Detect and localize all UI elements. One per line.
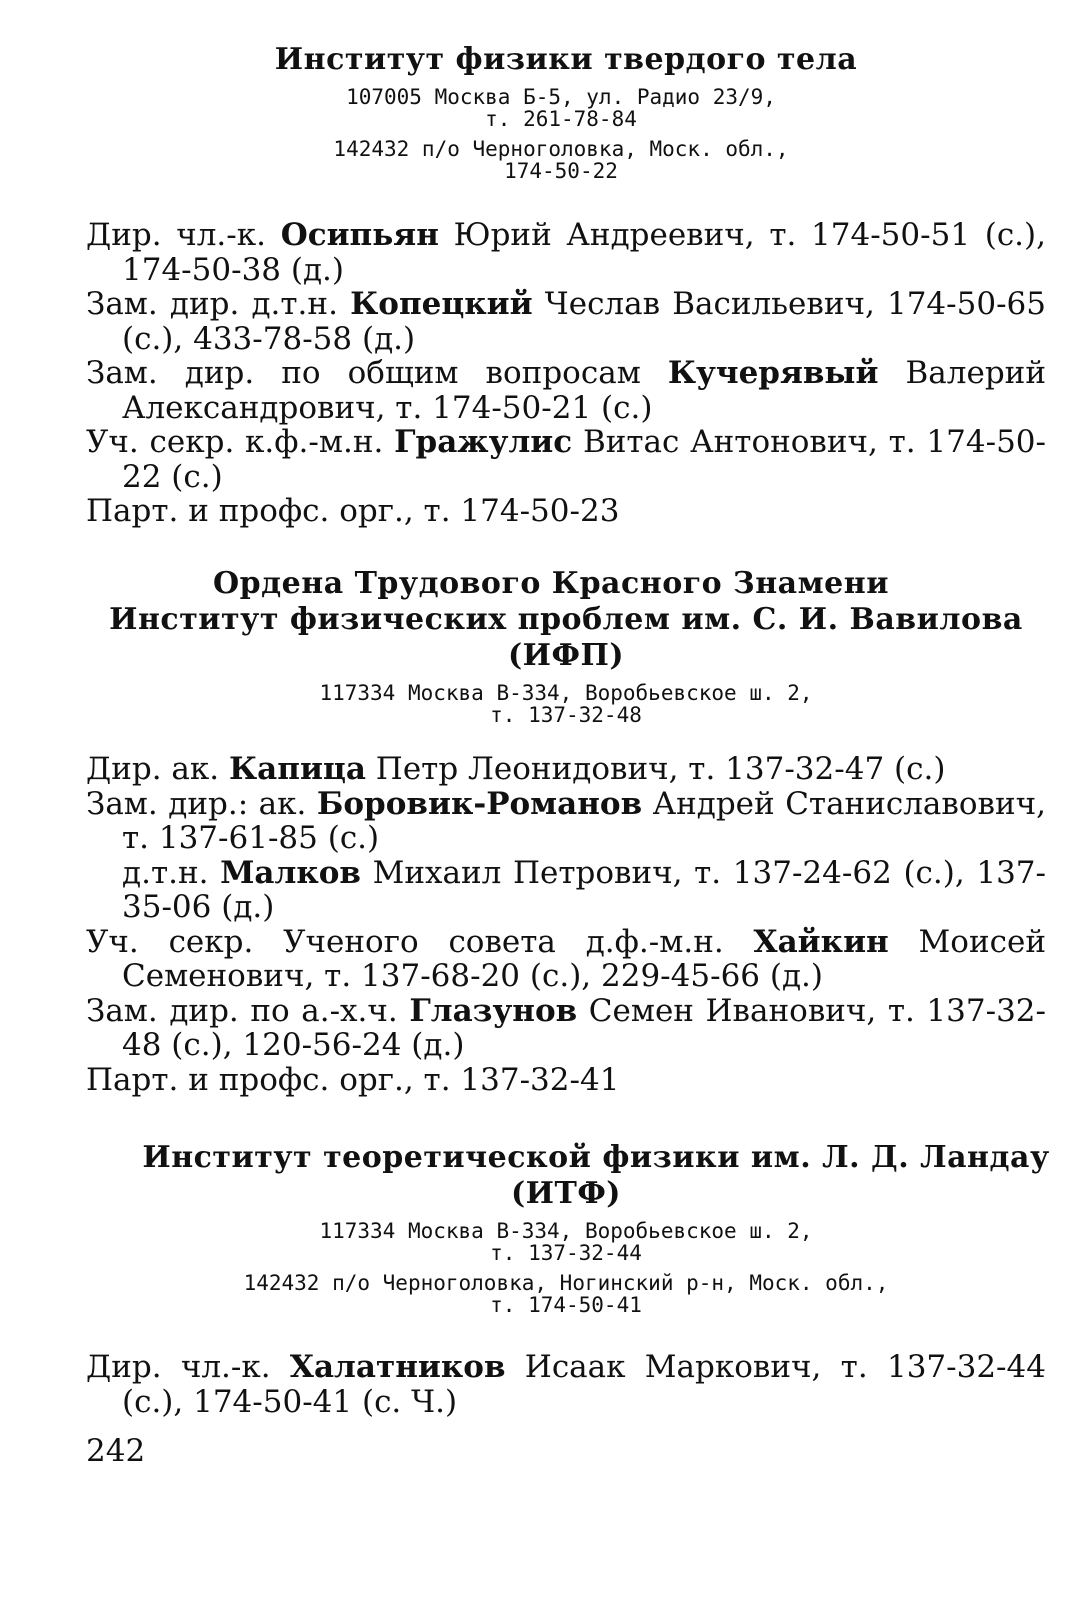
entry-surname: Боровик-Романов bbox=[316, 785, 643, 822]
entry-details: Валерий Александрович, т. 174-50-21 (с.) bbox=[122, 355, 1046, 426]
entry-prefix: Зам. дир. по а.-х.ч. bbox=[86, 992, 410, 1029]
entry-details: Моисей Семенович, т. 137-68-20 (с.), 229-45-66 (д.) bbox=[122, 923, 1046, 994]
section-title-line: (ИТФ) bbox=[510, 1176, 622, 1211]
entry bbox=[86, 787, 1046, 856]
entry-details: Исаак Маркович, т. 137-32-44 (с.), 174-50-41 (с. Ч.) bbox=[122, 1349, 1046, 1420]
entry bbox=[86, 1350, 1046, 1419]
section-title-line: Институт физики твердого тела bbox=[274, 42, 858, 77]
entry-details: Семен Иванович, т. 137-32-48 (с.), 120-56-24 (д.) bbox=[122, 992, 1046, 1063]
entry bbox=[86, 994, 1046, 1063]
entry-details: Юрий Андреевич, т. 174-50-51 (с.), 174-50-38 (д.) bbox=[122, 217, 1046, 288]
entry bbox=[86, 356, 1046, 425]
section-title-line: Институт физических проблем им. С. И. Вавилова bbox=[109, 602, 1023, 637]
entry-prefix: Дир. чл.-к. bbox=[86, 217, 281, 253]
entry-details: Чеслав Васильевич, 174-50-65 (с.), 433-78-58 (д.) bbox=[122, 286, 1046, 357]
entry-surname: Малков bbox=[220, 854, 361, 891]
entry-prefix: Дир. ак. bbox=[86, 751, 229, 787]
entries-list bbox=[86, 1350, 1046, 1419]
address-line: 142432 п/о Черноголовка, Ногинский р-н, Моск. обл., bbox=[243, 1271, 889, 1295]
address-block bbox=[0, 1220, 1092, 1264]
section-title-line: Ордена Трудового Красного Знамени bbox=[213, 566, 889, 601]
entry-surname: Осипьян bbox=[280, 217, 439, 253]
address-line: 107005 Москва Б-5, ул. Радио 23/9, bbox=[346, 85, 776, 109]
entry-surname: Гражулис bbox=[394, 424, 573, 460]
entry-surname: Хайкин bbox=[753, 923, 889, 960]
entry-prefix: Уч. секр. Ученого совета д.ф.-м.н. bbox=[86, 923, 754, 960]
section-title bbox=[0, 1140, 1092, 1176]
entry-details: Петр Леонидович, т. 137-32-47 (с.) bbox=[365, 751, 946, 787]
address-line: 142432 п/о Черноголовка, Моск. обл., bbox=[333, 137, 789, 161]
section-title bbox=[0, 1176, 1092, 1212]
section-title bbox=[0, 638, 1092, 674]
section-title-line: (ИФП) bbox=[507, 638, 625, 673]
entry-prefix: Зам. дир. по общим вопросам bbox=[86, 355, 668, 391]
address-phone: 174-50-22 bbox=[504, 159, 618, 183]
entry bbox=[86, 752, 1046, 787]
address-phone: т. 261-78-84 bbox=[485, 107, 637, 131]
address-phone: т. 137-32-48 bbox=[490, 703, 642, 727]
entry-prefix: Зам. дир. д.т.н. bbox=[86, 286, 351, 322]
entry-details: Андрей Станиславович, т. 137-61-85 (с.) bbox=[122, 785, 1046, 856]
entry bbox=[86, 218, 1046, 287]
entry bbox=[86, 856, 1046, 925]
entries-list bbox=[86, 218, 1046, 529]
address-block bbox=[0, 1272, 1092, 1316]
entries-list bbox=[86, 752, 1046, 1097]
address-block bbox=[0, 682, 1092, 726]
entry-surname: Халатников bbox=[289, 1349, 506, 1385]
entry-prefix: Уч. секр. к.ф.-м.н. bbox=[86, 424, 395, 460]
section-solid-state-physics bbox=[0, 42, 1092, 182]
section-title bbox=[0, 602, 1092, 638]
entry-prefix: Парт. и профс. орг., т. 174-50-23 bbox=[86, 493, 620, 529]
entry-prefix: д.т.н. bbox=[122, 854, 221, 891]
address-line: 117334 Москва В-334, Воробьевское ш. 2, bbox=[319, 681, 813, 705]
section-theoretical-physics bbox=[0, 1140, 1092, 1316]
entry-prefix: Зам. дир.: ак. bbox=[86, 785, 317, 822]
address-phone: т. 137-32-44 bbox=[490, 1241, 642, 1265]
entry bbox=[86, 925, 1046, 994]
page-number: 242 bbox=[86, 1433, 146, 1469]
section-title bbox=[0, 42, 1092, 78]
address-phone: т. 174-50-41 bbox=[490, 1293, 642, 1317]
entry-surname: Капица bbox=[228, 751, 366, 787]
section-title bbox=[0, 566, 1092, 602]
entry-surname: Глазунов bbox=[409, 992, 578, 1029]
entry-prefix: Парт. и профс. орг., т. 137-32-41 bbox=[86, 1061, 620, 1098]
address-line: 117334 Москва В-334, Воробьевское ш. 2, bbox=[319, 1219, 813, 1243]
address-block bbox=[0, 138, 1092, 182]
entry-surname: Кучерявый bbox=[667, 355, 879, 391]
entry bbox=[86, 425, 1046, 494]
entry-details: Михаил Петрович, т. 137-24-62 (с.), 137-35-06 (д.) bbox=[122, 854, 1046, 925]
section-physical-problems bbox=[0, 566, 1092, 726]
entry-details: Витас Антонович, т. 174-50-22 (с.) bbox=[122, 424, 1046, 495]
entry-surname: Копецкий bbox=[350, 286, 533, 322]
entry-prefix: Дир. чл.-к. bbox=[86, 1349, 290, 1385]
entry bbox=[86, 494, 1046, 529]
section-title-line: Институт теоретической физики им. Л. Д. Ландау bbox=[142, 1140, 1050, 1175]
entry bbox=[86, 287, 1046, 356]
address-block bbox=[0, 86, 1092, 130]
entry bbox=[86, 1063, 1046, 1098]
